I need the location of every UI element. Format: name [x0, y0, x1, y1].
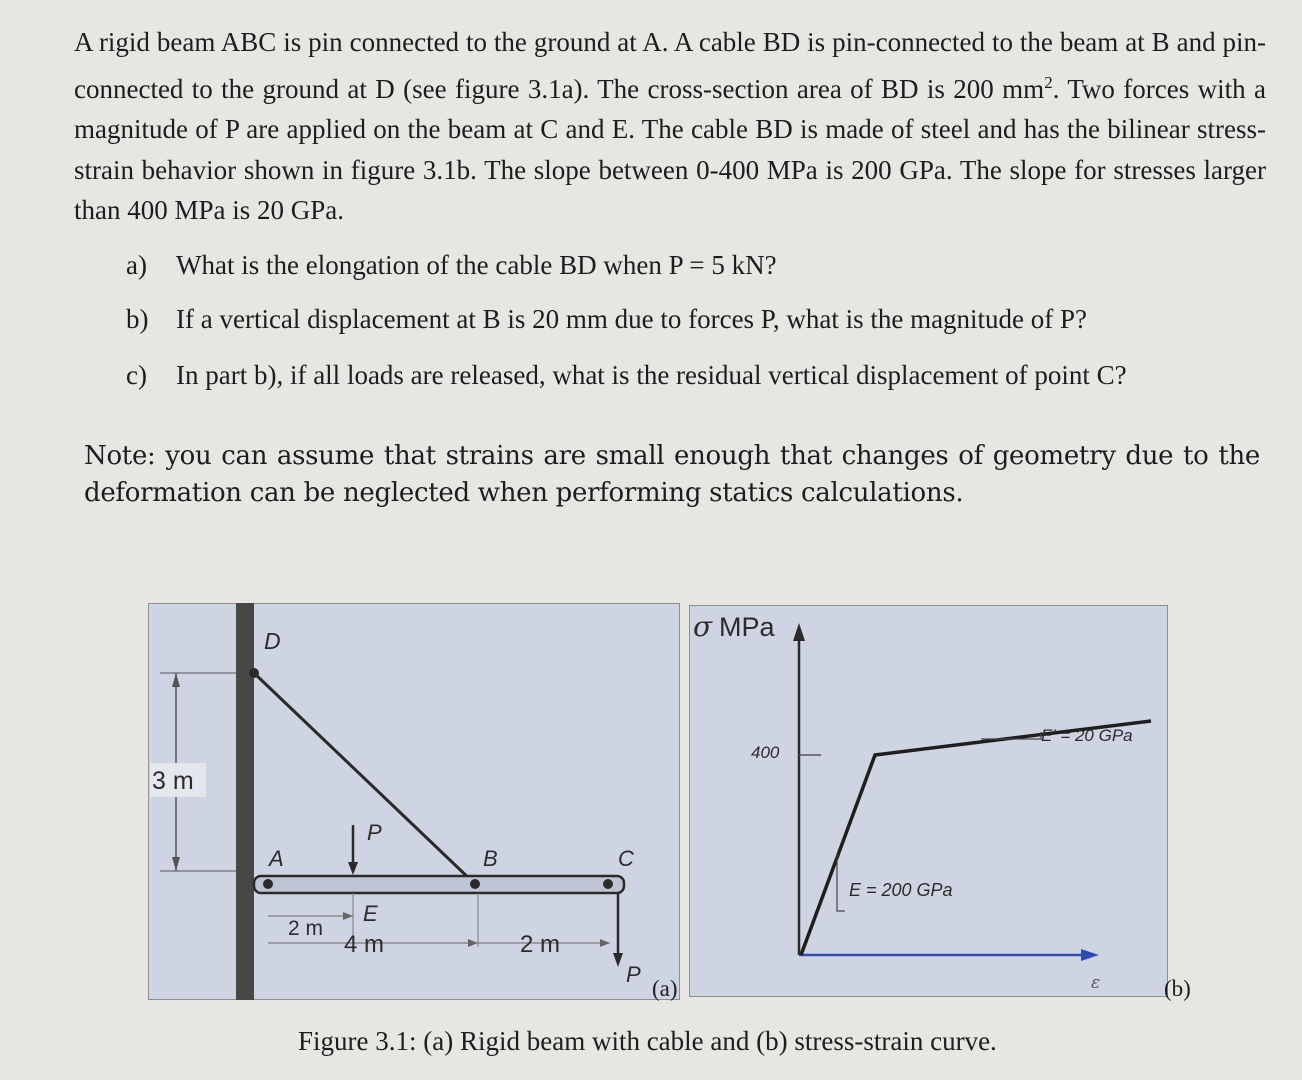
- superscript-2: 2: [1044, 72, 1053, 92]
- pin-a: [263, 879, 273, 889]
- pin-b: [470, 879, 480, 889]
- dim-bc-label: 2 m: [520, 931, 561, 958]
- y-axis-label: MPa: [719, 612, 775, 642]
- label-a: A: [269, 846, 284, 871]
- figure-a-beam-diagram: [148, 603, 680, 1000]
- figure-b-tag: (b): [1164, 976, 1191, 1001]
- note-paragraph: Note: you can assume that strains are small enough that changes of geometry due to the deformation can be neglected when performing statics calculations.: [84, 441, 1260, 508]
- label-e: E: [363, 901, 378, 926]
- question-a: [126, 250, 777, 281]
- figure-caption: Figure 3.1: (a) Rigid beam with cable and (b) stress-strain curve.: [298, 1026, 997, 1056]
- question-b-text: If a vertical displacement at B is 20 mm due to forces P, what is the magnitude of P?: [176, 304, 1088, 334]
- question-b-label: b): [126, 304, 149, 334]
- dim-ab-label: 4 m: [344, 931, 385, 958]
- label-b: B: [483, 846, 498, 871]
- question-c-text: In part b), if all loads are released, what is the residual vertical displacement of point C?: [176, 360, 1127, 390]
- pin-c: [603, 879, 613, 889]
- label-d: D: [264, 628, 281, 654]
- question-a-text: What is the elongation of the cable BD when P = 5 kN?: [176, 250, 777, 280]
- dim-ae-label: 2 m: [288, 917, 324, 940]
- question-c: [126, 360, 1127, 391]
- label-c: C: [618, 846, 634, 871]
- rigid-beam: [254, 876, 624, 893]
- pin-d: [249, 668, 259, 678]
- dim-height-label: 3 m: [152, 767, 194, 795]
- question-b: [126, 304, 1087, 335]
- slope-label-20gpa: E' = 20 GPa: [1041, 726, 1133, 745]
- x-axis-symbol: ε: [1091, 973, 1101, 993]
- label-p-top: P: [367, 820, 382, 845]
- figure-a-tag: (a): [652, 976, 678, 1001]
- figure-b-stress-strain-curve: [689, 605, 1168, 997]
- question-c-label: c): [126, 360, 147, 390]
- problem-text-part-2: . Two forces with a magnitude of P are applied on the beam at C and E. The cable BD is made of steel and has the bilinear stress-strain behavior shown in figure 3.1b. The slope between 0-400 MPa is 200 GPa. The slope for stresses larger than 400 MPa is 20 GPa.: [74, 73, 1266, 225]
- label-p-bottom: P: [626, 962, 641, 987]
- slope-label-200gpa: E = 200 GPa: [849, 880, 953, 900]
- tick-label-400: 400: [751, 743, 780, 762]
- problem-statement: [74, 22, 1266, 231]
- question-a-label: a): [126, 250, 147, 280]
- problem-text-part-1: A rigid beam ABC is pin connected to the ground at A. A cable BD is pin-connected to the beam at B and pin-connected to the ground at D (see figure 3.1a). The cross-section area of BD is 200 mm: [74, 27, 1266, 104]
- ground-wall: [236, 603, 254, 1000]
- sigma-symbol: σ: [693, 610, 713, 643]
